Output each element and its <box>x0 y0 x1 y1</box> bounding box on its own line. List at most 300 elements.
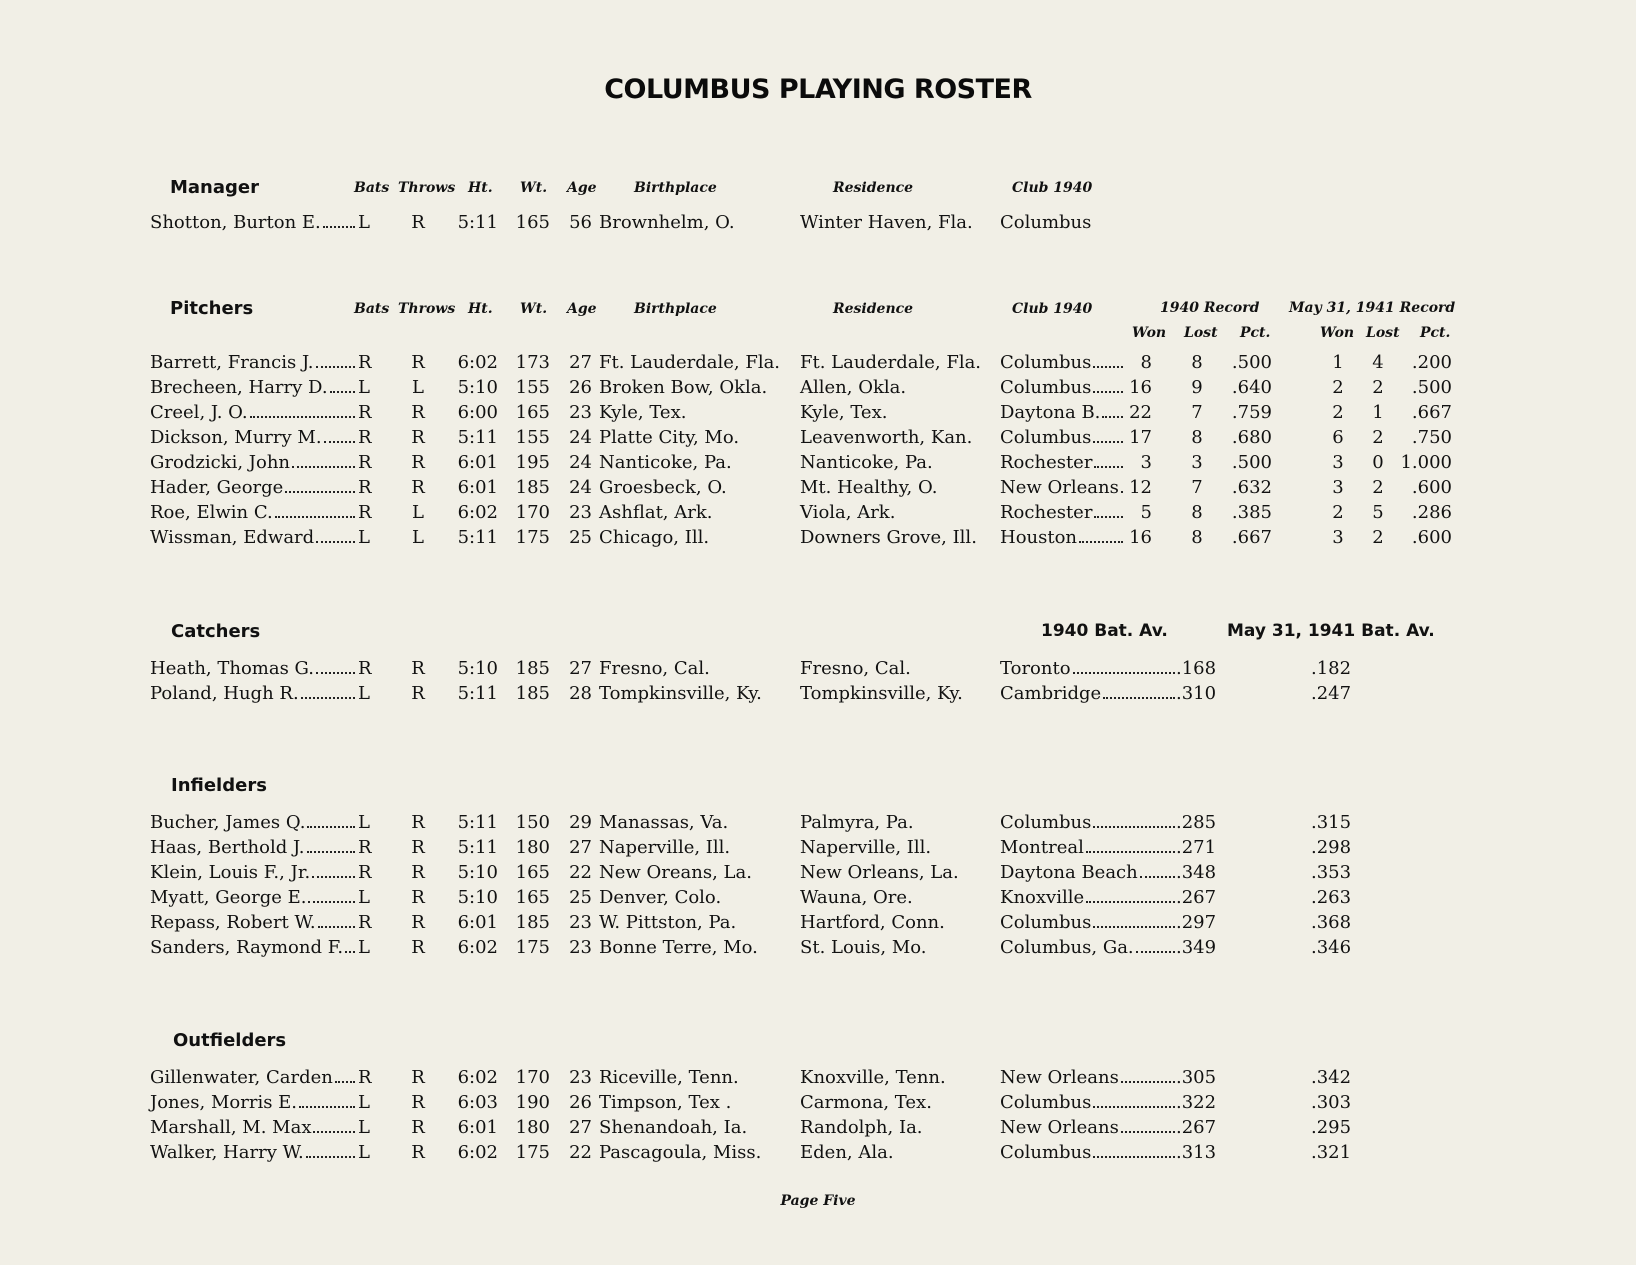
player-name-text: Poland, Hugh R. <box>150 683 299 704</box>
weight: 175 <box>515 1142 550 1163</box>
bat-av-1940: .310 <box>1176 683 1217 704</box>
pct-1941: .600 <box>1411 527 1452 548</box>
club-1940 <box>1000 1142 1176 1163</box>
birthplace: Brownhelm, O. <box>599 212 735 233</box>
pct-1941: .667 <box>1411 402 1452 423</box>
residence: Palmyra, Pa. <box>800 812 914 833</box>
won-1941: 1 <box>1332 352 1344 373</box>
col-header-1941-record: May 31, 1941 Record <box>1289 300 1456 316</box>
won-1940: 22 <box>1129 402 1152 423</box>
club-1940-text: Columbus <box>1000 427 1092 448</box>
height: 5:11 <box>457 683 498 704</box>
bat-av-1941: .342 <box>1311 1067 1352 1088</box>
club-1940 <box>1000 527 1124 548</box>
age: 22 <box>569 1142 592 1163</box>
lost-1940: 3 <box>1191 452 1203 473</box>
player-name <box>150 683 356 704</box>
birthplace: Manassas, Va. <box>599 812 729 833</box>
dot-leader <box>1136 951 1175 953</box>
player-name-text: Repass, Robert W. <box>150 912 316 933</box>
player-name <box>150 402 356 423</box>
club-1940 <box>1000 452 1124 473</box>
club-1940 <box>1000 427 1124 448</box>
dot-leader <box>323 226 355 228</box>
weight: 185 <box>515 477 550 498</box>
won-1941: 2 <box>1332 502 1344 523</box>
club-1940-text: Columbus <box>1000 1092 1092 1113</box>
club-1940-text: Columbus, Ga. <box>1000 937 1134 958</box>
pct-1940: .759 <box>1231 402 1272 423</box>
weight: 150 <box>515 812 550 833</box>
age: 25 <box>569 527 592 548</box>
birthplace: Shenandoah, Ia. <box>599 1117 748 1138</box>
club-1940-text: Montreal <box>1000 837 1084 858</box>
dot-leader <box>335 1081 355 1083</box>
pct-1941: .600 <box>1411 477 1452 498</box>
bat-av-1940: .297 <box>1176 912 1217 933</box>
player-name <box>150 862 356 883</box>
club-1940 <box>1000 477 1124 498</box>
col-header-club: Club 1940 <box>1012 301 1093 317</box>
pct-1941: 1.000 <box>1400 452 1452 473</box>
won-1940: 16 <box>1129 527 1152 548</box>
section-heading-outfielders: Outfielders <box>173 1030 287 1051</box>
col-header-pct-1941: Pct. <box>1420 325 1451 341</box>
height: 6:02 <box>457 352 498 373</box>
player-name <box>150 812 356 833</box>
player-name-text: Marshall, M. Max <box>150 1117 312 1138</box>
player-name-text: Jones, Morris E. <box>150 1092 298 1113</box>
bat-av-1941: .247 <box>1311 683 1352 704</box>
player-name-text: Myatt, George E. <box>150 887 307 908</box>
pct-1940: .632 <box>1231 477 1272 498</box>
throws: R <box>411 937 425 958</box>
player-name-text: Heath, Thomas G. <box>150 658 315 679</box>
player-name <box>150 1092 356 1113</box>
bats: R <box>358 427 372 448</box>
won-1940: 8 <box>1140 352 1152 373</box>
player-name-text: Roe, Elwin C. <box>150 502 273 523</box>
club-1940 <box>1000 862 1176 883</box>
bats: L <box>358 1092 370 1113</box>
section-heading-infielders: Infielders <box>171 775 267 796</box>
dot-leader <box>1094 466 1123 468</box>
col-header-lost-1941: Lost <box>1366 325 1400 341</box>
birthplace: Timpson, Tex . <box>599 1092 732 1113</box>
throws: R <box>411 212 425 233</box>
lost-1941: 4 <box>1372 352 1384 373</box>
club-1940-text: Rochester <box>1000 502 1093 523</box>
age: 56 <box>569 212 592 233</box>
player-name-text: Haas, Berthold J. <box>150 837 305 858</box>
throws: R <box>411 812 425 833</box>
lost-1941: 2 <box>1372 527 1384 548</box>
col-header-1940-record: 1940 Record <box>1160 300 1260 316</box>
player-name-text: Creel, J. O. <box>150 402 248 423</box>
pct-1940: .680 <box>1231 427 1272 448</box>
birthplace: Broken Bow, Okla. <box>599 377 768 398</box>
won-1940: 17 <box>1129 427 1152 448</box>
dot-leader <box>1086 851 1175 853</box>
residence: Eden, Ala. <box>800 1142 894 1163</box>
bats: L <box>358 377 370 398</box>
bats: R <box>358 658 372 679</box>
dot-leader <box>1093 441 1123 443</box>
dot-leader <box>306 1156 355 1158</box>
age: 24 <box>569 477 592 498</box>
bat-av-1941: .321 <box>1311 1142 1352 1163</box>
residence: St. Louis, Mo. <box>800 937 927 958</box>
weight: 180 <box>515 1117 550 1138</box>
lost-1941: 0 <box>1372 452 1384 473</box>
won-1940: 5 <box>1140 502 1152 523</box>
pct-1941: .200 <box>1411 352 1452 373</box>
player-name <box>150 658 356 679</box>
dot-leader <box>1086 901 1175 903</box>
residence: Carmona, Tex. <box>800 1092 932 1113</box>
lost-1941: 1 <box>1372 402 1384 423</box>
residence: Randolph, Ia. <box>800 1117 923 1138</box>
dot-leader <box>307 826 355 828</box>
club-1940 <box>1000 502 1124 523</box>
club-1940-text: Rochester <box>1000 452 1093 473</box>
height: 6:02 <box>457 1142 498 1163</box>
col-header-throws: Throws <box>398 180 456 196</box>
throws: R <box>411 862 425 883</box>
throws: R <box>411 427 425 448</box>
col-header-birthplace: Birthplace <box>634 180 717 196</box>
won-1941: 3 <box>1332 477 1344 498</box>
age: 28 <box>569 683 592 704</box>
throws: R <box>411 452 425 473</box>
dot-leader <box>316 366 356 368</box>
player-name <box>150 377 356 398</box>
birthplace: Ashflat, Ark. <box>599 502 713 523</box>
player-name <box>150 1117 356 1138</box>
club-1940 <box>1000 812 1176 833</box>
club-1940-text: Daytona B. <box>1000 402 1101 423</box>
player-name <box>150 477 356 498</box>
player-name <box>150 1067 356 1088</box>
height: 5:11 <box>457 527 498 548</box>
residence: Downers Grove, Ill. <box>800 527 977 548</box>
bat-av-1941: .368 <box>1311 912 1352 933</box>
dot-leader <box>312 876 355 878</box>
col-header-bats: Bats <box>354 180 390 196</box>
club-1940-text: New Orleans <box>1000 477 1119 498</box>
dot-leader <box>1121 1131 1175 1133</box>
throws: R <box>411 887 425 908</box>
won-1941: 6 <box>1332 427 1344 448</box>
player-name <box>150 837 356 858</box>
club-1940 <box>1000 1092 1176 1113</box>
col-header-club: Club 1940 <box>1012 180 1093 196</box>
dot-leader <box>1094 516 1123 518</box>
weight: 185 <box>515 912 550 933</box>
bats: L <box>358 937 370 958</box>
player-name-text: Gillenwater, Carden <box>150 1067 333 1088</box>
player-name-text: Hader, George <box>150 477 284 498</box>
height: 6:01 <box>457 912 498 933</box>
residence: Fresno, Cal. <box>800 658 911 679</box>
bats: L <box>358 527 370 548</box>
height: 6:02 <box>457 937 498 958</box>
col-header-1941-bat-av: May 31, 1941 Bat. Av. <box>1227 621 1435 641</box>
dot-leader <box>307 851 355 853</box>
throws: R <box>411 352 425 373</box>
birthplace: Nanticoke, Pa. <box>599 452 732 473</box>
lost-1941: 2 <box>1372 377 1384 398</box>
pct-1940: .500 <box>1231 452 1272 473</box>
bats: L <box>358 812 370 833</box>
residence: Viola, Ark. <box>800 502 896 523</box>
player-name-text: Klein, Louis F., Jr. <box>150 862 311 883</box>
birthplace: Fresno, Cal. <box>599 658 710 679</box>
height: 6:00 <box>457 402 498 423</box>
player-name <box>150 502 356 523</box>
club-1940-text: Cambridge <box>1000 683 1102 704</box>
col-header-ht: Ht. <box>468 180 493 196</box>
bats: R <box>358 1067 372 1088</box>
player-name <box>150 352 356 373</box>
col-header-wt: Wt. <box>520 301 548 317</box>
weight: 170 <box>515 502 550 523</box>
player-name <box>150 887 356 908</box>
height: 5:10 <box>457 377 498 398</box>
height: 5:11 <box>457 212 498 233</box>
bat-av-1940: .349 <box>1176 937 1217 958</box>
dot-leader <box>1102 416 1123 418</box>
age: 27 <box>569 352 592 373</box>
height: 6:02 <box>457 502 498 523</box>
won-1940: 3 <box>1140 452 1152 473</box>
age: 26 <box>569 1092 592 1113</box>
bat-av-1941: .346 <box>1311 937 1352 958</box>
throws: R <box>411 402 425 423</box>
lost-1940: 7 <box>1191 402 1203 423</box>
club-1940 <box>1000 377 1124 398</box>
bat-av-1940: .322 <box>1176 1092 1217 1113</box>
player-name-text: Brecheen, Harry D. <box>150 377 328 398</box>
height: 5:10 <box>457 658 498 679</box>
residence: New Orleans, La. <box>800 862 959 883</box>
dot-leader <box>313 1131 355 1133</box>
birthplace: Denver, Colo. <box>599 887 722 908</box>
won-1940: 12 <box>1129 477 1152 498</box>
dot-leader <box>1093 366 1123 368</box>
weight: 155 <box>515 377 550 398</box>
lost-1940: 8 <box>1191 427 1203 448</box>
col-header-lost-1940: Lost <box>1184 325 1218 341</box>
col-header-residence: Residence <box>833 180 914 196</box>
residence: Tompkinsville, Ky. <box>800 683 963 704</box>
weight: 195 <box>515 452 550 473</box>
age: 23 <box>569 1067 592 1088</box>
col-header-bats: Bats <box>354 301 390 317</box>
lost-1940: 9 <box>1191 377 1203 398</box>
residence: Naperville, Ill. <box>800 837 932 858</box>
pct-1941: .750 <box>1411 427 1452 448</box>
club-1940-text: Columbus <box>1000 912 1092 933</box>
won-1940: 16 <box>1129 377 1152 398</box>
won-1941: 3 <box>1332 527 1344 548</box>
residence: Allen, Okla. <box>800 377 907 398</box>
bats: R <box>358 862 372 883</box>
bats: R <box>358 837 372 858</box>
dot-leader <box>1093 926 1175 928</box>
residence: Wauna, Ore. <box>800 887 913 908</box>
dot-leader <box>1093 826 1175 828</box>
won-1941: 2 <box>1332 377 1344 398</box>
weight: 155 <box>515 427 550 448</box>
weight: 190 <box>515 1092 550 1113</box>
weight: 165 <box>515 862 550 883</box>
col-header-age: Age <box>567 301 597 317</box>
club-1940 <box>1000 402 1124 423</box>
throws: R <box>411 1067 425 1088</box>
age: 27 <box>569 1117 592 1138</box>
lost-1941: 2 <box>1372 477 1384 498</box>
club-1940-text: Toronto <box>1000 658 1071 679</box>
club-1940 <box>1000 837 1176 858</box>
col-header-birthplace: Birthplace <box>634 301 717 317</box>
bat-av-1940: .267 <box>1176 887 1217 908</box>
col-header-won-1941: Won <box>1320 325 1355 341</box>
bats: R <box>358 502 372 523</box>
bat-av-1941: .315 <box>1311 812 1352 833</box>
dot-leader <box>250 416 355 418</box>
section-heading-manager: Manager <box>170 177 259 198</box>
won-1941: 2 <box>1332 402 1344 423</box>
birthplace: New Oreans, La. <box>599 862 752 883</box>
bat-av-1941: .353 <box>1311 862 1352 883</box>
age: 26 <box>569 377 592 398</box>
col-header-wt: Wt. <box>520 180 548 196</box>
age: 23 <box>569 502 592 523</box>
height: 6:02 <box>457 1067 498 1088</box>
col-header-ht: Ht. <box>468 301 493 317</box>
residence: Mt. Healthy, O. <box>800 477 938 498</box>
club-1940 <box>1000 352 1124 373</box>
page-footer: Page Five <box>780 1193 856 1209</box>
height: 5:10 <box>457 862 498 883</box>
player-name-text: Grodzicki, John <box>150 452 291 473</box>
player-name-text: Sanders, Raymond F. <box>150 937 344 958</box>
age: 23 <box>569 912 592 933</box>
player-name <box>150 527 356 548</box>
birthplace: Pascagoula, Miss. <box>599 1142 762 1163</box>
throws: R <box>411 837 425 858</box>
lost-1940: 8 <box>1191 502 1203 523</box>
dot-leader <box>1140 876 1175 878</box>
residence: Hartford, Conn. <box>800 912 945 933</box>
dot-leader <box>345 951 355 953</box>
bat-av-1940: .271 <box>1176 837 1217 858</box>
club-1940 <box>1000 1067 1176 1088</box>
pct-1941: .500 <box>1411 377 1452 398</box>
dot-leader <box>1093 391 1123 393</box>
residence: Winter Haven, Fla. <box>800 212 973 233</box>
birthplace: Tompkinsville, Ky. <box>599 683 762 704</box>
dot-leader <box>275 516 355 518</box>
height: 5:11 <box>457 427 498 448</box>
bats: L <box>358 1117 370 1138</box>
club-1940-text: Daytona Beach <box>1000 862 1138 883</box>
col-header-throws: Throws <box>398 301 456 317</box>
col-header-1940-bat-av: 1940 Bat. Av. <box>1041 621 1168 641</box>
weight: 180 <box>515 837 550 858</box>
throws: L <box>412 377 424 398</box>
pct-1940: .667 <box>1231 527 1272 548</box>
club-1940-text: Houston <box>1000 527 1078 548</box>
bat-av-1941: .303 <box>1311 1092 1352 1113</box>
residence: Nanticoke, Pa. <box>800 452 933 473</box>
player-name <box>150 452 356 473</box>
club-1940-text: New Orleans <box>1000 1067 1119 1088</box>
throws: R <box>411 1092 425 1113</box>
player-name <box>150 937 356 958</box>
dot-leader <box>1093 1156 1175 1158</box>
section-heading-pitchers: Pitchers <box>170 298 254 319</box>
throws: R <box>411 477 425 498</box>
pct-1940: .385 <box>1231 502 1272 523</box>
pct-1941: .286 <box>1411 502 1452 523</box>
weight: 173 <box>515 352 550 373</box>
bat-av-1940: .305 <box>1176 1067 1217 1088</box>
birthplace: Chicago, Ill. <box>599 527 710 548</box>
lost-1940: 8 <box>1191 527 1203 548</box>
age: 25 <box>569 887 592 908</box>
player-name <box>150 427 356 448</box>
player-name-text: Barrett, Francis J. <box>150 352 314 373</box>
dot-leader <box>1079 541 1123 543</box>
dot-leader <box>292 466 355 468</box>
throws: R <box>411 658 425 679</box>
dot-leader <box>1073 672 1175 674</box>
player-name <box>150 212 356 233</box>
bat-av-1940: .168 <box>1176 658 1217 679</box>
age: 27 <box>569 837 592 858</box>
bat-av-1940: .313 <box>1176 1142 1217 1163</box>
bats: R <box>358 352 372 373</box>
weight: 165 <box>515 887 550 908</box>
weight: 185 <box>515 658 550 679</box>
pct-1940: .640 <box>1231 377 1272 398</box>
player-name-text: Shotton, Burton E. <box>150 212 321 233</box>
throws: R <box>411 912 425 933</box>
page-title: COLUMBUS PLAYING ROSTER <box>604 74 1032 105</box>
age: 27 <box>569 658 592 679</box>
club-1940 <box>1000 683 1176 704</box>
lost-1940: 7 <box>1191 477 1203 498</box>
col-header-won-1940: Won <box>1132 325 1167 341</box>
player-name-text: Walker, Harry W. <box>150 1142 304 1163</box>
bat-av-1941: .295 <box>1311 1117 1352 1138</box>
weight: 175 <box>515 527 550 548</box>
bats: R <box>358 912 372 933</box>
weight: 165 <box>515 402 550 423</box>
age: 24 <box>569 452 592 473</box>
dot-leader <box>285 491 355 493</box>
section-heading-catchers: Catchers <box>171 621 261 642</box>
birthplace: W. Pittston, Pa. <box>599 912 737 933</box>
residence: Leavenworth, Kan. <box>800 427 973 448</box>
player-name-text: Dickson, Murry M. <box>150 427 322 448</box>
residence: Ft. Lauderdale, Fla. <box>800 352 982 373</box>
dot-leader <box>308 901 355 903</box>
bats: R <box>358 452 372 473</box>
bat-av-1940: .285 <box>1176 812 1217 833</box>
